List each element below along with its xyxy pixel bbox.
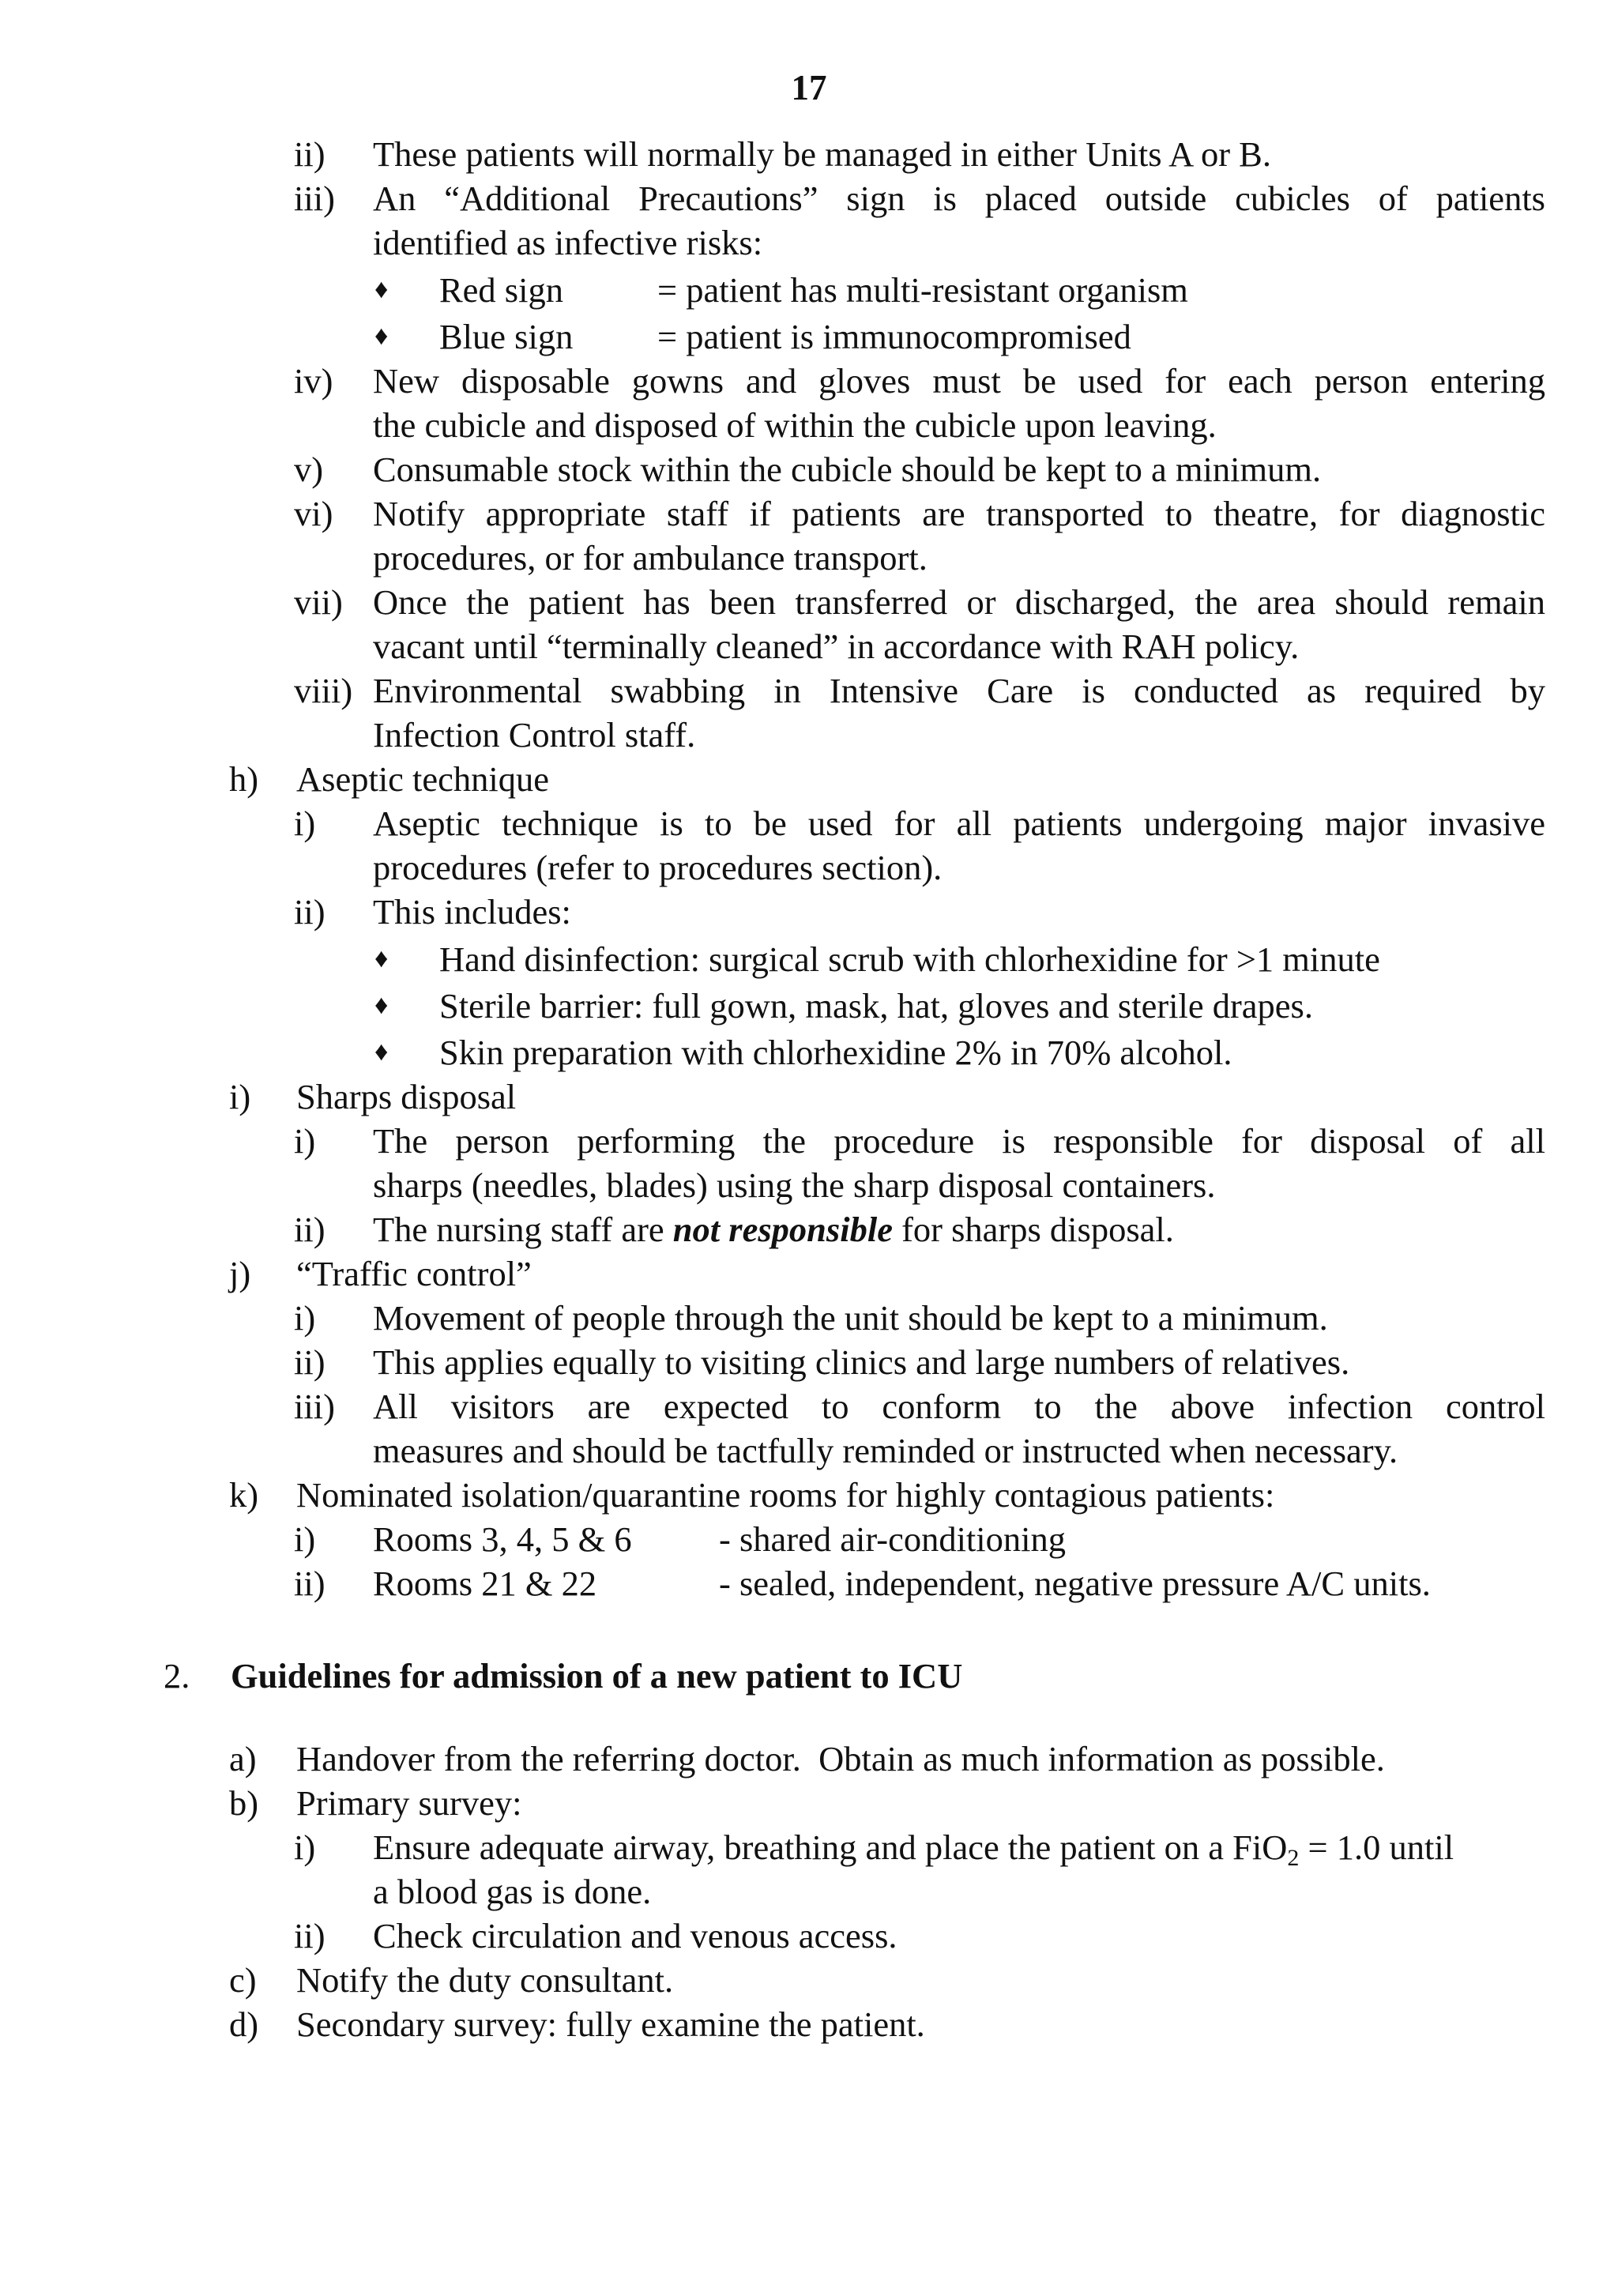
item-text: identified as infective risks: <box>373 223 763 262</box>
item-label: ii) <box>294 1564 325 1603</box>
item-text: Once the patient has been transferred or discharged, the area should remain <box>373 582 1545 622</box>
item-text: vacant until “terminally cleaned” in accordance with RAH policy. <box>373 627 1300 666</box>
item-text: Notify appropriate staff if patients are transported to theatre, for diagnostic <box>373 494 1545 533</box>
item-label: i) <box>294 1519 316 1559</box>
item-label: ii) <box>294 134 325 174</box>
item-label: iii) <box>294 1387 335 1426</box>
room-list: Rooms 3, 4, 5 & 6 <box>373 1519 632 1559</box>
item-text: Environmental swabbing in Intensive Care is conducted as required by <box>373 671 1545 710</box>
item-text: Consumable stock within the cubicle should be kept to a minimum. <box>373 450 1322 489</box>
sign-name: Red sign <box>439 270 563 310</box>
item-label: iv) <box>294 361 333 401</box>
page-number: 17 <box>791 68 827 107</box>
item-label: c) <box>229 1960 257 2000</box>
item-label: d) <box>229 2004 259 2044</box>
item-label: ii) <box>294 1210 325 1249</box>
item-text: Infection Control staff. <box>373 715 696 755</box>
sign-meaning: = patient has multi-resistant organism <box>657 270 1188 310</box>
item-label: i) <box>294 1827 316 1867</box>
emphasis-text: not responsible <box>672 1210 893 1249</box>
item-text: procedures (refer to procedures section). <box>373 848 943 887</box>
section-title: Sharps disposal <box>296 1077 517 1116</box>
item-label: viii) <box>294 671 353 710</box>
item-label: ii) <box>294 892 325 932</box>
section-label: i) <box>229 1077 251 1116</box>
item-text: Handover from the referring doctor. Obtain as much information as possible. <box>296 1739 1385 1778</box>
item-text: This includes: <box>373 892 571 932</box>
item-label: v) <box>294 450 324 489</box>
room-list: Rooms 21 & 22 <box>373 1564 597 1603</box>
item-label: b) <box>229 1783 259 1823</box>
item-label: vi) <box>294 494 333 533</box>
item-text: This applies equally to visiting clinics and large numbers of relatives. <box>373 1342 1350 1382</box>
item-text: measures and should be tactfully reminded or instructed when necessary. <box>373 1431 1398 1470</box>
bullet-text: Skin preparation with chlorhexidine 2% in 70% alcohol. <box>439 1033 1232 1072</box>
item-label: i) <box>294 1298 316 1338</box>
item-text: Aseptic technique is to be used for all patients undergoing major invasive <box>373 804 1545 843</box>
room-note: - shared air-conditioning <box>719 1519 1067 1559</box>
item-text-pre: The nursing staff are <box>373 1210 673 1249</box>
item-text-pre: Ensure adequate airway, breathing and place the patient on a FiO <box>373 1827 1288 1867</box>
item-text: a blood gas is done. <box>373 1872 652 1911</box>
room-note: - sealed, independent, negative pressure A/C units. <box>719 1564 1431 1603</box>
bullet-text: Hand disinfection: surgical scrub with chlorhexidine for >1 minute <box>439 939 1380 979</box>
item-text: Movement of people through the unit should be kept to a minimum. <box>373 1298 1328 1338</box>
item-text <box>373 1208 1545 1251</box>
item-text: Check circulation and venous access. <box>373 1916 897 1955</box>
item-text: Primary survey: <box>296 1783 522 1823</box>
item-text: All visitors are expected to conform to the above infection control <box>373 1387 1545 1426</box>
item-label: ii) <box>294 1916 325 1955</box>
section-title: Nominated isolation/quarantine rooms for highly contagious patients: <box>296 1475 1275 1515</box>
diamond-bullet-icon: ♦ <box>374 991 389 1020</box>
section-title: “Traffic control” <box>296 1254 532 1293</box>
item-text: An “Additional Precautions” sign is placed outside cubicles of patients <box>373 179 1545 218</box>
sign-meaning: = patient is immunocompromised <box>657 317 1131 356</box>
item-label: iii) <box>294 179 335 218</box>
diamond-bullet-icon: ♦ <box>374 1037 389 1067</box>
item-text: procedures, or for ambulance transport. <box>373 538 928 578</box>
section-label: h) <box>229 759 259 799</box>
item-label: i) <box>294 1121 316 1161</box>
item-text-post: = 1.0 until <box>1299 1827 1454 1867</box>
diamond-bullet-icon: ♦ <box>374 944 389 973</box>
bullet-text: Sterile barrier: full gown, mask, hat, gloves and sterile drapes. <box>439 986 1314 1026</box>
item-text-post: for sharps disposal. <box>892 1210 1174 1249</box>
item-text <box>373 1826 1545 1869</box>
section-label: j) <box>229 1254 251 1293</box>
item-text: The person performing the procedure is responsible for disposal of all <box>373 1121 1545 1161</box>
diamond-bullet-icon: ♦ <box>374 275 389 304</box>
item-text: sharps (needles, blades) using the sharp disposal containers. <box>373 1165 1216 1205</box>
item-label: ii) <box>294 1342 325 1382</box>
item-text: Secondary survey: fully examine the patient. <box>296 2004 925 2044</box>
section-heading: Guidelines for admission of a new patient to ICU <box>231 1656 963 1696</box>
sign-name: Blue sign <box>439 317 574 356</box>
item-text: the cubicle and disposed of within the cubicle upon leaving. <box>373 405 1217 445</box>
section-label: k) <box>229 1475 259 1515</box>
item-label: i) <box>294 804 316 843</box>
item-label: a) <box>229 1739 257 1778</box>
section-number: 2. <box>164 1656 190 1696</box>
item-text: New disposable gowns and gloves must be used for each person entering <box>373 361 1545 401</box>
subscript: 2 <box>1287 1845 1300 1871</box>
item-text: Notify the duty consultant. <box>296 1960 674 2000</box>
item-label: vii) <box>294 582 343 622</box>
diamond-bullet-icon: ♦ <box>374 322 389 351</box>
section-title: Aseptic technique <box>296 759 550 799</box>
item-text: These patients will normally be managed in either Units A or B. <box>373 134 1271 174</box>
